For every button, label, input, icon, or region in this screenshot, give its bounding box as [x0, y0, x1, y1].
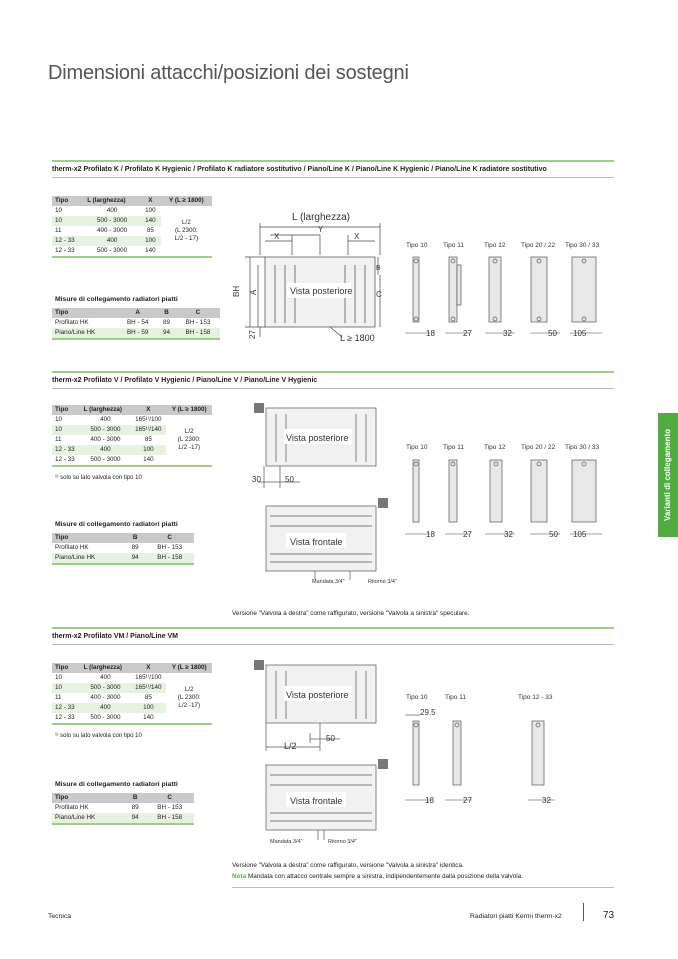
svg-text:Tipo 11: Tipo 11	[443, 242, 464, 249]
footer-divider	[583, 903, 584, 921]
section-heading: therm-x2 Profilato VM / Piano/Line VM	[52, 633, 179, 640]
svg-text:L (larghezza): L (larghezza)	[292, 212, 350, 223]
table-row: 12 - 33 400 100	[52, 445, 212, 455]
svg-text:30: 30	[252, 475, 261, 484]
svg-text:Vista posteriore: Vista posteriore	[286, 690, 349, 700]
dimension-table: Tipo L (larghezza) X Y (L ≥ 1800) 10 400 165¹⁾/100 L/2 (L 2300: L/2 -17) 10 500 - 3000 165¹⁾/140 11 400 - 3000 85 12 - 33 400 100 12 - 33 500 - 3000 140	[52, 405, 212, 467]
table-row: Profilato HK BH - 54 89 BH - 153	[55, 319, 211, 326]
svg-text:50: 50	[549, 530, 558, 539]
table-row: Profilato HK 89 BH - 153	[55, 804, 183, 811]
svg-text:A: A	[249, 289, 258, 295]
section-rule	[52, 177, 614, 178]
svg-text:105: 105	[573, 530, 587, 539]
svg-text:Tipo 30 / 33: Tipo 30 / 33	[565, 444, 600, 451]
section-heading: therm-x2 Profilato K / Profilato K Hygienic / Profilato K radiatore sostitutivo / Piano/Line K / Piano/Line K Hygienic / Piano/Line K radiatore sostitutivo	[52, 166, 547, 173]
table-row: 12 - 33 500 - 3000 140	[55, 456, 154, 463]
measure-table: Misure di collegamento radiatori piatti Tipo B C Profilato HK 89 BH - 153 Piano/Line HK 94 BH - 158	[52, 777, 194, 825]
footnote: ¹⁾ solo su lato valvola con tipo 10	[55, 733, 142, 739]
svg-text:105: 105	[573, 329, 587, 338]
svg-text:Vista frontale: Vista frontale	[290, 796, 343, 806]
measure-table: Misure di collegamento radiatori piatti Tipo B C Profilato HK 89 BH - 153 Piano/Line HK 94 BH - 158	[52, 517, 194, 565]
table-row: Piano/Line HK BH - 59 94 BH - 158	[52, 328, 220, 339]
note-text: Mandata con attacco centrale sempre a sinistra, indipendentemente dalla posizione della valvola.	[247, 873, 523, 880]
table-row: Piano/Line HK 94 BH - 158	[52, 813, 194, 824]
note	[232, 873, 523, 880]
svg-text:Mandata 3/4": Mandata 3/4"	[312, 579, 345, 585]
svg-text:Vista posteriore: Vista posteriore	[286, 433, 349, 443]
page-title: Dimensioni attacchi/posizioni dei sostegni	[48, 62, 409, 84]
svg-text:Mandata 3/4": Mandata 3/4"	[270, 839, 303, 845]
table-row: 12 - 33 500 - 3000 140	[55, 714, 154, 721]
measure-table: Misure di collegamento radiatori piatti Tipo A B C Profilato HK BH - 54 89 BH - 153 Piano/Line HK BH - 59 94 BH - 158	[52, 292, 220, 340]
table-row: 11 400 - 3000 85	[55, 436, 152, 443]
svg-text:27: 27	[463, 329, 472, 338]
svg-text:Tipo 12: Tipo 12	[484, 242, 506, 249]
svg-text:BH: BH	[232, 285, 241, 297]
section-rule	[52, 388, 614, 389]
dimension-table: Tipo L (larghezza) X Y (L ≥ 1800) 10 400 100 L/2 (L 2300: L/2 - 17) 10 500 - 3000 140 11 400 - 3000 85 12 - 33 400 100 12 - 33 500 - 3000 140	[52, 196, 212, 258]
table-row: 10 400 100 L/2 (L 2300: L/2 - 17)	[55, 207, 199, 242]
table-row: 11 400 - 3000 85	[55, 227, 154, 234]
svg-text:Tipo 20 / 22: Tipo 20 / 22	[521, 444, 556, 451]
svg-text:Tipo 10: Tipo 10	[406, 242, 428, 249]
svg-text:Tipo 12: Tipo 12	[484, 444, 506, 451]
svg-text:Tipo 20 / 22: Tipo 20 / 22	[521, 242, 556, 249]
svg-text:50: 50	[548, 329, 557, 338]
svg-text:Tipo 10: Tipo 10	[406, 444, 428, 451]
connection-diagram	[230, 205, 610, 350]
section-rule	[232, 887, 614, 888]
svg-text:32: 32	[542, 796, 551, 805]
svg-text:50: 50	[285, 475, 294, 484]
table-row: 10 400 165¹⁾/100 L/2 (L 2300: L/2 -17)	[55, 416, 201, 451]
svg-text:Tipo 11: Tipo 11	[445, 694, 466, 701]
connection-diagram	[240, 655, 610, 850]
table-row: Piano/Line HK 94 BH - 158	[52, 553, 194, 564]
dimension-table: Tipo L (larghezza) X Y (L ≥ 1800) 10 400 165¹⁾/100 L/2 (L 2300: L/2 -17) 10 500 - 3000 165¹⁾/140 11 400 - 3000 85 12 - 33 400 100 12 - 33 500 - 3000 140	[52, 663, 212, 725]
svg-text:18: 18	[426, 530, 435, 539]
table-row: Profilato HK 89 BH - 153	[55, 544, 183, 551]
section-rule	[52, 627, 614, 629]
svg-text:X: X	[354, 232, 360, 241]
section-rule	[52, 371, 614, 373]
svg-text:C: C	[376, 290, 382, 299]
svg-text:Y: Y	[318, 225, 324, 234]
svg-text:50: 50	[326, 734, 335, 743]
connection-diagram	[240, 398, 610, 590]
svg-text:32: 32	[503, 329, 512, 338]
svg-text:L ≥ 1800: L ≥ 1800	[340, 333, 375, 343]
svg-text:Ritorno 3/4": Ritorno 3/4"	[368, 579, 397, 585]
page-number: 73	[603, 910, 615, 921]
section-rule	[52, 160, 614, 162]
svg-text:Vista posteriore: Vista posteriore	[290, 286, 353, 296]
svg-text:Tipo 30 / 33: Tipo 30 / 33	[565, 242, 600, 249]
table-row: 12 - 33 400 100	[52, 703, 212, 713]
table-row: 10 500 - 3000 140	[52, 216, 212, 226]
svg-text:27: 27	[463, 796, 472, 805]
svg-text:18: 18	[426, 329, 435, 338]
footer-right: Radiatori piatti Kermi therm-x2	[470, 913, 562, 920]
section-rule	[52, 644, 614, 645]
table-row: 10 500 - 3000 165¹⁾/140	[52, 425, 212, 435]
table-row: 10 400 165¹⁾/100 L/2 (L 2300: L/2 -17)	[55, 674, 201, 709]
footnote: ¹⁾ solo su lato valvola con tipo 10	[55, 475, 142, 481]
svg-text:18: 18	[425, 796, 434, 805]
version-note: Versione "Valvola a destra" come raffigurato, versione "Valvola a sinistra" speculare.	[232, 610, 470, 617]
table-row: 10 500 - 3000 165¹⁾/140	[52, 683, 212, 693]
svg-text:L/2: L/2	[284, 741, 297, 751]
svg-text:Ritorno 3/4": Ritorno 3/4"	[328, 839, 357, 845]
svg-text:27: 27	[248, 330, 257, 339]
svg-text:Vista frontale: Vista frontale	[290, 537, 343, 547]
svg-text:32: 32	[504, 530, 513, 539]
footer-left: Tecnica	[48, 913, 72, 920]
version-note: Versione "Valvola a destra" come raffigurato, versione "Valvola a sinistra" identica.	[232, 862, 464, 869]
side-tab[interactable]: Varianti di collegamento	[658, 413, 678, 537]
table-row: 12 - 33 500 - 3000 140	[55, 247, 156, 254]
svg-text:Tipo 12 - 33: Tipo 12 - 33	[518, 694, 553, 701]
table-row: 12 - 33 400 100	[52, 236, 212, 246]
section-heading: therm-x2 Profilato V / Profilato V Hygienic / Piano/Line V / Piano/Line V Hygienic	[52, 377, 318, 384]
svg-text:X: X	[274, 232, 280, 241]
svg-text:B: B	[376, 265, 381, 272]
svg-text:29.5: 29.5	[420, 708, 436, 717]
note-label: Nota	[232, 873, 247, 880]
svg-text:Tipo 11: Tipo 11	[443, 444, 464, 451]
svg-text:27: 27	[463, 530, 472, 539]
svg-text:Tipo 10: Tipo 10	[406, 694, 428, 701]
table-row: 11 400 - 3000 85	[55, 694, 152, 701]
